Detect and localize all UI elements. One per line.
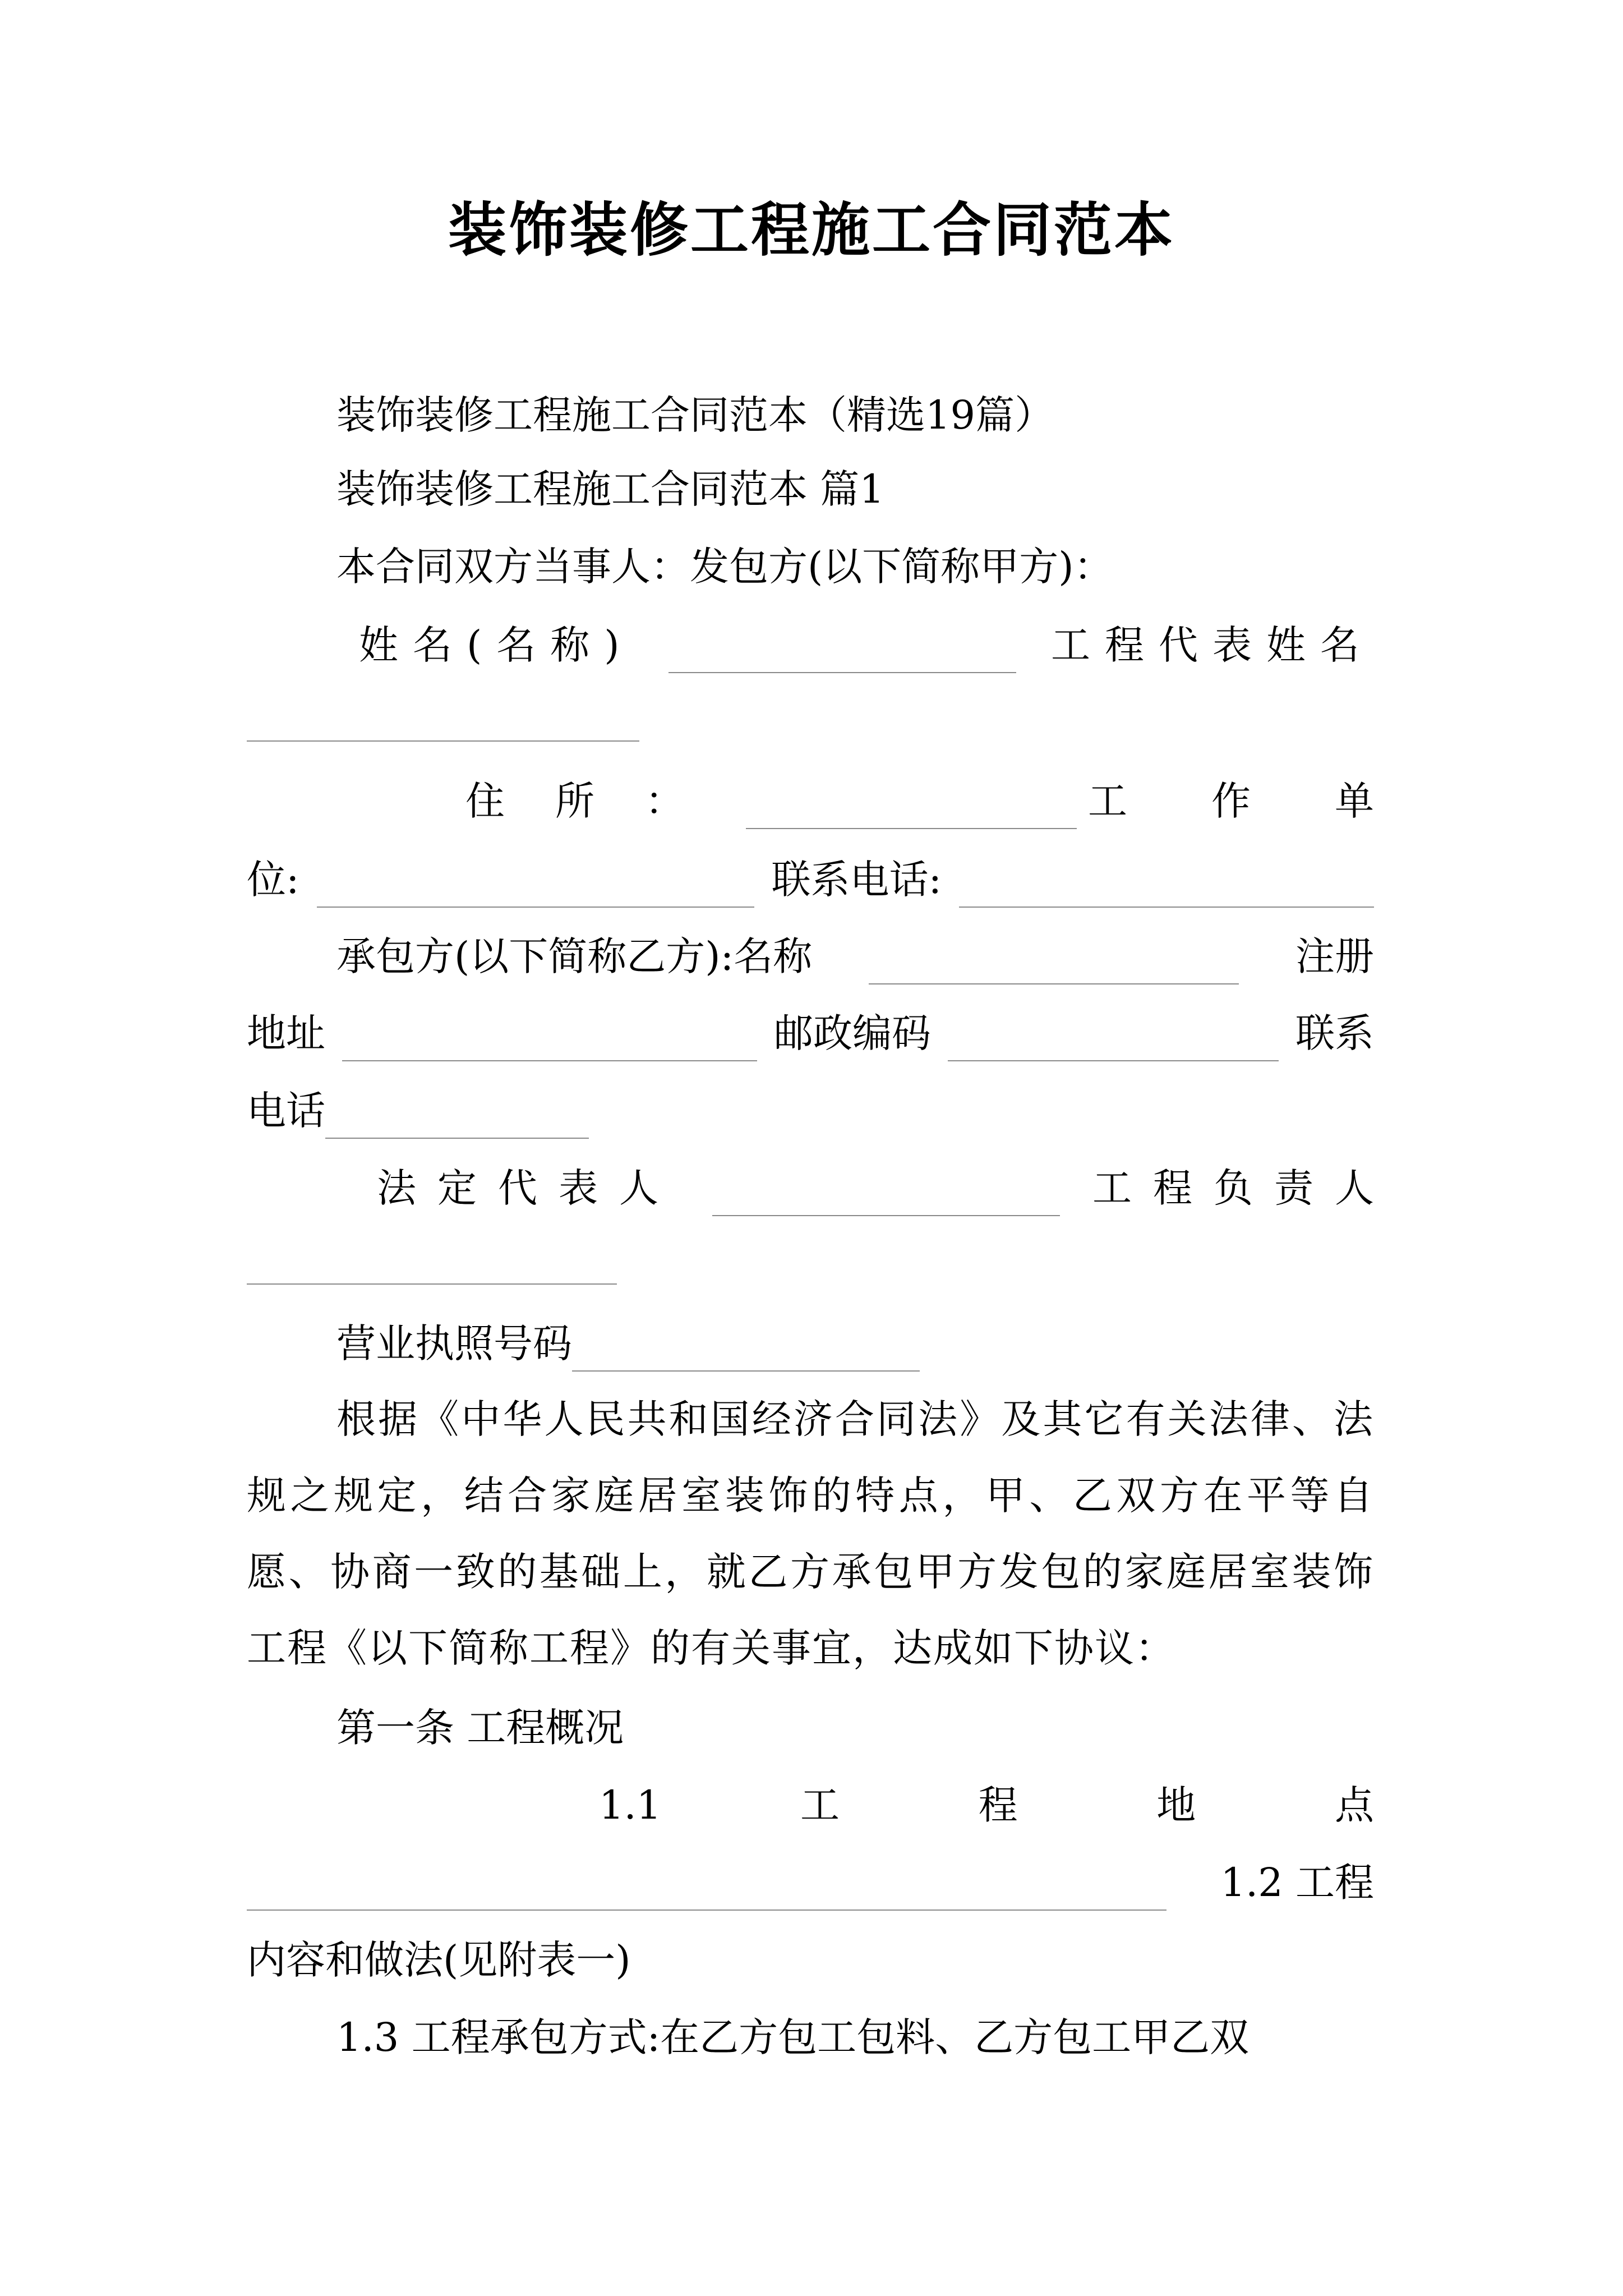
parties-intro: 本合同双方当事人：发包方(以下简称甲方)： <box>336 544 1113 590</box>
party-b-license-row <box>336 1315 920 1372</box>
party-a-name-row <box>359 617 1374 673</box>
party-a-unit-phone-row <box>247 852 1374 908</box>
party-b-license-field[interactable] <box>572 1328 920 1372</box>
article-title: 装饰装修工程施工合同范本 篇1 <box>336 466 884 512</box>
party-a-phone-field[interactable] <box>959 864 1374 908</box>
party-a-address-field[interactable] <box>746 785 1077 829</box>
party-a-name-field[interactable] <box>668 629 1016 673</box>
item-1-1-char: 工 <box>800 1782 840 1828</box>
party-a-work-unit-field[interactable] <box>317 864 754 908</box>
party-b-manager-field[interactable] <box>247 1241 617 1285</box>
item-1-2-row <box>247 1855 1374 1911</box>
party-b-phone-row <box>247 1083 589 1139</box>
party-b-phone-label: 联系 <box>1295 1010 1374 1056</box>
item-1-2-cont: 内容和做法(见附表一) <box>247 1937 631 1983</box>
item-1-2-label: 1.2 工程 <box>1220 1860 1374 1906</box>
party-b-legal-rep-row <box>377 1160 1395 1216</box>
party-a-work-unit-label-cont: 位: <box>247 857 299 903</box>
item-1-1-char: 点 <box>1334 1782 1374 1828</box>
item-1-1-row <box>599 1777 1374 1833</box>
party-b-address-field[interactable] <box>342 1018 757 1061</box>
party-b-name-row <box>336 928 1374 984</box>
party-b-legal-rep-label: 法定代表人 <box>377 1165 680 1211</box>
party-b-phone-label-cont: 电话 <box>247 1088 325 1134</box>
item-1-3: 1.3 工程承包方式:在乙方包工包料、乙方包工甲乙双 <box>336 2014 1249 2060</box>
preamble-paragraph: 根据《中华人民共和国经济合同法》及其它有关法律、法规之规定，结合家庭居室装饰的特点，甲、乙双方在平等自愿、协商一致的基础上，就乙方承包甲方发包的家庭居室装饰工程《以下简称工程》的有关事宜，达成如下协议： <box>247 1396 1374 1671</box>
item-1-1-number: 1.1 <box>599 1782 662 1828</box>
party-b-address-row <box>247 1005 1374 1061</box>
party-a-address-row <box>465 773 1458 829</box>
item-1-1-char: 程 <box>978 1782 1018 1828</box>
party-b-license-label: 营业执照号码 <box>336 1320 572 1366</box>
party-b-intro-label: 承包方(以下简称乙方):名称 <box>336 933 813 979</box>
preamble-block <box>247 1381 1374 1686</box>
document-subtitle: 装饰装修工程施工合同范本（精选19篇） <box>336 392 1054 438</box>
party-a-rep-label: 工程代表姓名 <box>1051 622 1374 668</box>
party-a-work-unit-label: 工作单 <box>1088 778 1458 824</box>
party-b-name-field[interactable] <box>869 941 1239 984</box>
party-b-reg-label: 注册 <box>1295 933 1374 979</box>
party-a-rep-field[interactable] <box>247 698 639 742</box>
item-1-1-char: 地 <box>1156 1782 1196 1828</box>
party-b-legal-rep-field[interactable] <box>712 1172 1060 1216</box>
document-title: 装饰装修工程施工合同范本 <box>448 195 1175 264</box>
party-b-manager-label: 工程负责人 <box>1092 1165 1395 1211</box>
party-b-postcode-label: 邮政编码 <box>774 1010 931 1056</box>
party-b-phone-field[interactable] <box>325 1095 589 1139</box>
party-b-manager-row <box>247 1228 617 1285</box>
section-1-title: 第一条 工程概况 <box>336 1705 624 1751</box>
party-a-address-label: 住所： <box>465 778 735 824</box>
party-a-name-label: 姓名(名称) <box>359 622 634 668</box>
party-a-phone-label: 联系电话: <box>771 857 942 903</box>
item-1-1-location-field[interactable] <box>247 1867 1166 1911</box>
party-a-rep-row <box>247 685 639 742</box>
party-b-reg-label-cont: 地址 <box>247 1010 325 1056</box>
party-b-postcode-field[interactable] <box>948 1018 1279 1061</box>
